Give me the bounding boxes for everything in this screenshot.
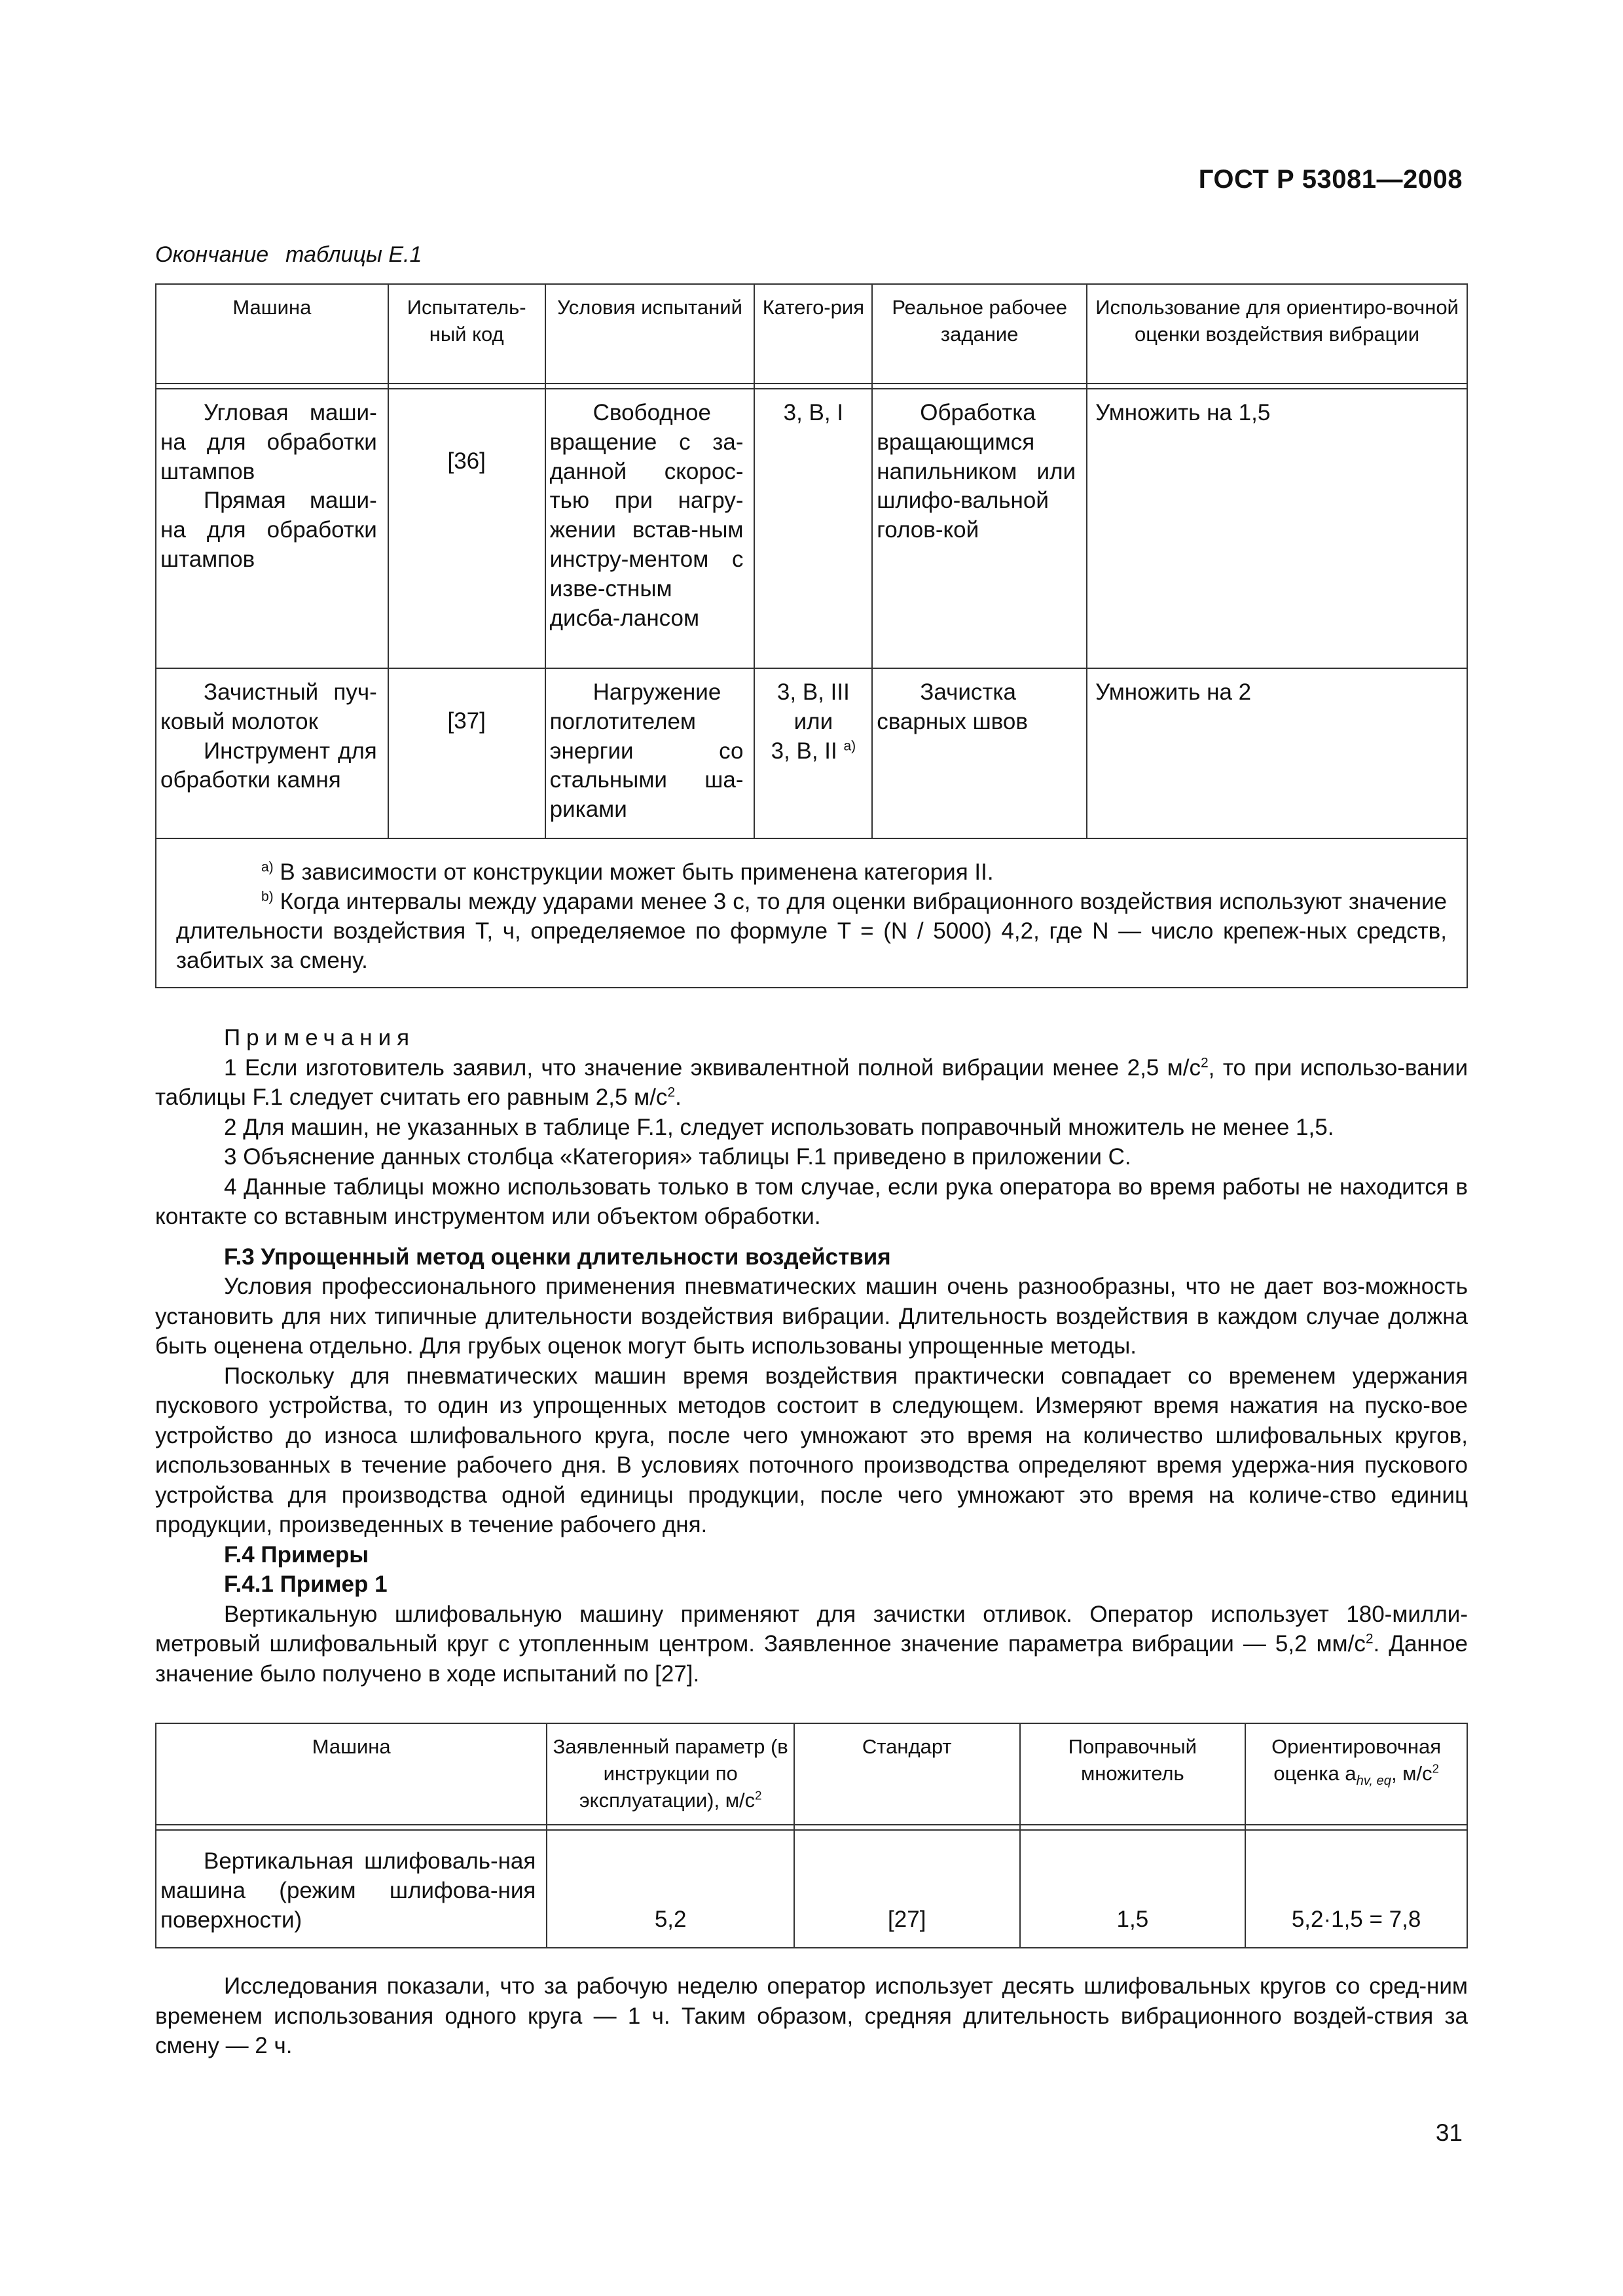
machine-cell bbox=[156, 668, 388, 838]
category-line: или bbox=[793, 708, 833, 734]
task-cell: Зачистка сварных швов bbox=[872, 668, 1087, 838]
standard-cell: [27] bbox=[794, 1830, 1020, 1948]
footnotes-cell bbox=[156, 838, 1467, 988]
machine-cell bbox=[156, 389, 388, 668]
footnote-ref: a) bbox=[843, 738, 856, 753]
factor-cell: 1,5 bbox=[1020, 1830, 1246, 1948]
section-f3-heading: F.3 Упрощенный метод оценки длительности воздействия bbox=[224, 1244, 891, 1270]
closing-text bbox=[155, 1971, 1468, 2061]
usage-cell: Умножить на 2 bbox=[1087, 668, 1467, 838]
table-row bbox=[156, 1830, 1467, 1948]
usage-cell: Умножить на 1,5 bbox=[1087, 389, 1467, 668]
col-header-category: Катего-рия bbox=[754, 284, 872, 384]
col-header-test-code: Испытатель-ный код bbox=[388, 284, 545, 384]
document-id: ГОСТ Р 53081—2008 bbox=[1198, 165, 1463, 194]
table-row bbox=[156, 389, 1467, 668]
section-f4-heading: F.4 Примеры bbox=[224, 1541, 369, 1568]
conditions-cell: Нагружение поглотителем энергии со стальными ша-риками bbox=[545, 668, 755, 838]
footnote-b: $^{b)}$ Когда интервалы между ударами менее 3 с, то для оценки вибрационного воздействия используют значение длительности воздействия T, ч, определяемое по формуле T = (N / 5000) 4,2, где N — число крепеж-ных средств, забитых за смену. bbox=[176, 889, 1447, 973]
col-header-task: Реальное рабочее задание bbox=[872, 284, 1087, 384]
category-line: 3, B, II $^{a)}$ bbox=[771, 738, 856, 764]
col-header-machine: Машина bbox=[156, 1723, 547, 1825]
page-number: 31 bbox=[1435, 2119, 1463, 2146]
machine-name: Зачистный пуч-ковый молоток bbox=[160, 679, 377, 734]
note-1: 1 Если изготовитель заявил, что значение эквивалентной полной вибрации менее 2,5 $м/с^2$, то при использо-вании таблицы F.1 следует считать его равным 2,5 $м/с^2$. bbox=[155, 1054, 1468, 1110]
caption-part1: Окончание bbox=[155, 242, 269, 267]
task-cell: Обработка вращающимся напильником или шлифо-вальной голов-кой bbox=[872, 389, 1087, 668]
section-f3-paragraph: Условия профессионального применения пневматических машин очень разнообразны, что не дает воз-можность установить для них типичные длительности воздействия вибрации. Длительность воздействия в каждом случае должна быть оценена отдельно. Для грубых оценок могут быть использованы упрощенные методы. bbox=[155, 1274, 1468, 1359]
col-header-machine: Машина bbox=[156, 284, 388, 384]
col-header-estimate: Ориентировочная оценка $a_{hv, eq}$, $м/с^2$ bbox=[1245, 1723, 1467, 1825]
caption-part2: таблицы Е.1 bbox=[285, 242, 422, 267]
table-e1-continuation bbox=[155, 283, 1468, 988]
machine-name: Инструмент для обработки камня bbox=[160, 738, 377, 793]
footnotes-row bbox=[156, 838, 1467, 988]
estimate-cell: 5,2·1,5 = 7,8 bbox=[1245, 1830, 1467, 1948]
table-caption bbox=[155, 242, 422, 268]
notes-title: Примечания bbox=[224, 1025, 416, 1050]
closing-paragraph: Исследования показали, что за рабочую неделю оператор использует десять шлифовальных кругов со сред-ним временем использования одного круга — 1 ч. Таким образом, средняя длительность вибрационного воздей-ствия за смену — 2 ч. bbox=[155, 1973, 1468, 2058]
col-header-factor: Поправочный множитель bbox=[1020, 1723, 1246, 1825]
section-f41-paragraph: Вертикальную шлифовальную машину применяют для зачистки отливок. Оператор использует 180-милли-метровый шлифовальный круг с утопленным центром. Заявленное значение параметра вибрации — 5,2 $мм/с^2$. Данное значение было получено в ходе испытаний по [27]. bbox=[155, 1601, 1468, 1687]
note-4: 4 Данные таблицы можно использовать только в том случае, если рука оператора во время работы не находится в контакте со вставным инструментом или объектом обработки. bbox=[155, 1174, 1468, 1229]
test-code-cell: [36] bbox=[388, 389, 545, 668]
notes-and-sections bbox=[155, 1023, 1468, 1689]
table-header-row bbox=[156, 1723, 1467, 1825]
table-header-row bbox=[156, 284, 1467, 384]
test-code-cell: [37] bbox=[388, 668, 545, 838]
footnote-a: $^{a)}$ В зависимости от конструкции может быть применена категория II. bbox=[261, 859, 994, 885]
col-header-standard: Стандарт bbox=[794, 1723, 1020, 1825]
col-header-declared: Заявленный параметр (в инструкции по эксплуатации), $м/с^2$ bbox=[547, 1723, 794, 1825]
col-header-conditions: Условия испытаний bbox=[545, 284, 755, 384]
declared-cell: 5,2 bbox=[547, 1830, 794, 1948]
category-line: 3, B, III bbox=[776, 679, 850, 705]
machine-name: Угловая маши-на для обработки штампов bbox=[160, 400, 377, 484]
col-header-usage: Использование для ориентиро-вочной оценки воздействия вибрации bbox=[1087, 284, 1467, 384]
example-table bbox=[155, 1723, 1468, 1948]
category-cell: 3, B, I bbox=[754, 389, 872, 668]
section-f41-heading: F.4.1 Пример 1 bbox=[224, 1571, 388, 1597]
note-3: 3 Объяснение данных столбца «Категория» таблицы F.1 приведено в приложении C. bbox=[224, 1144, 1131, 1170]
table-row bbox=[156, 668, 1467, 838]
machine-cell: Вертикальная шлифоваль-ная машина (режим шлифова-ния поверхности) bbox=[156, 1830, 547, 1948]
category-cell bbox=[754, 668, 872, 838]
conditions-cell: Свободное вращение с за-данной скорос-тью при нагру-жении встав-ным инстру-ментом с изве-стным дисба-лансом bbox=[545, 389, 755, 668]
machine-name: Прямая маши-на для обработки штампов bbox=[160, 488, 377, 572]
note-2: 2 Для машин, не указанных в таблице F.1, следует использовать поправочный множитель не менее 1,5. bbox=[224, 1114, 1334, 1140]
section-f3-paragraph: Поскольку для пневматических машин время воздействия практически совпадает со временем удержания пускового устройства, то один из упрощенных методов состоит в следующем. Измеряют время нажатия на пуско-вое устройство до износа шлифовального круга, после чего умножают это время на количество шлифовальных кругов, использованных в течение рабочего дня. В условиях поточного производства определяют время удержа-ния пускового устройства для производства одной единицы продукции, после чего умножают это время на количе-ство единиц продукции, произведенных в течение рабочего дня. bbox=[155, 1363, 1468, 1537]
